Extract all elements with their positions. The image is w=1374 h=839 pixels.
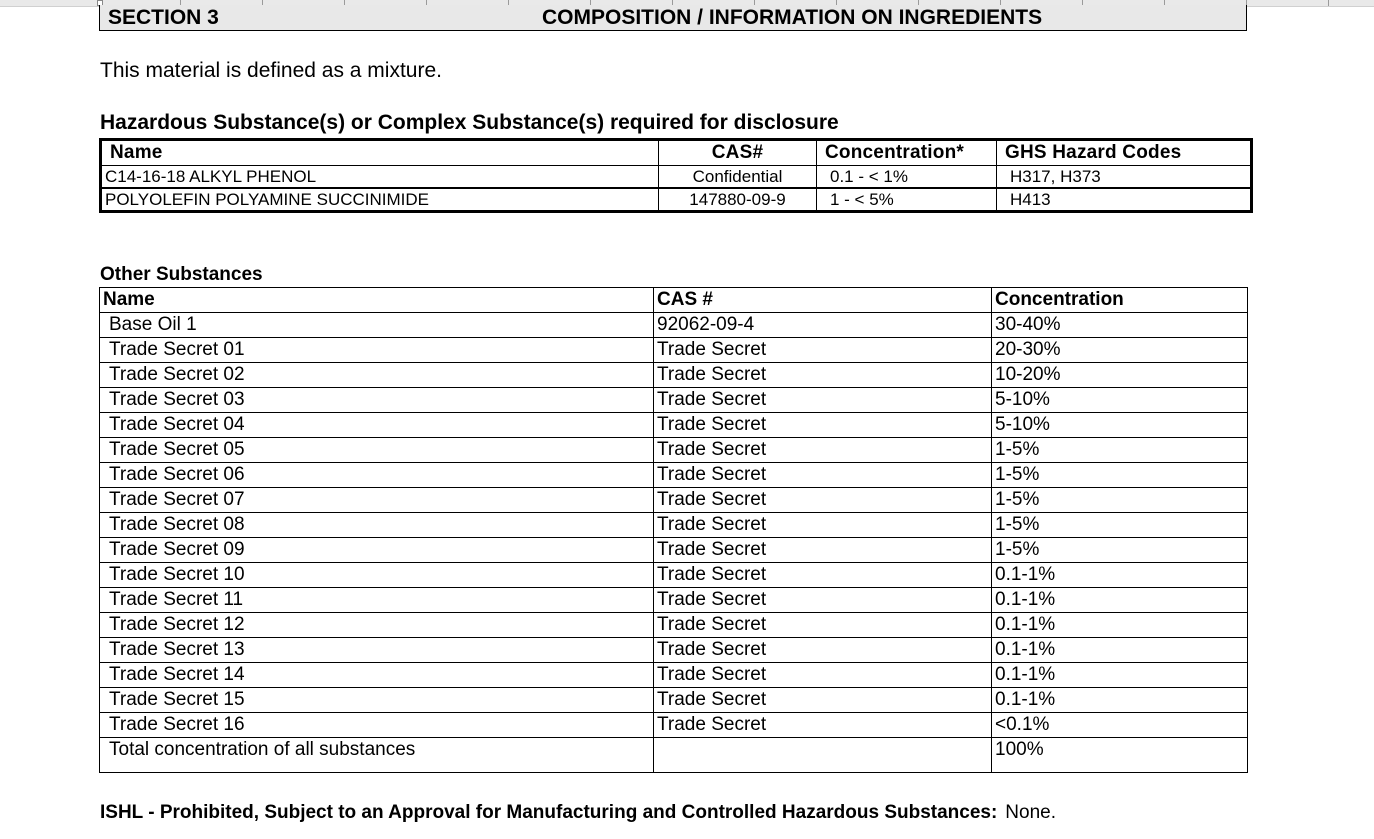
table-row bbox=[100, 338, 1248, 363]
cell-cas: Trade Secret bbox=[654, 338, 992, 363]
col-header-cas: CAS # bbox=[654, 288, 992, 313]
table-row bbox=[100, 613, 1248, 638]
cell-concentration: 5-10% bbox=[992, 413, 1248, 438]
cell-name: Trade Secret 03 bbox=[100, 388, 654, 413]
cell-concentration: 0.1-1% bbox=[992, 688, 1248, 713]
cell-concentration: 0.1-1% bbox=[992, 613, 1248, 638]
hazardous-header-row bbox=[101, 140, 1252, 166]
table-row bbox=[100, 663, 1248, 688]
table-row bbox=[100, 688, 1248, 713]
col-header-name: Name bbox=[101, 140, 659, 166]
cell-ghs: H413 bbox=[997, 188, 1252, 212]
cell-cas: Trade Secret bbox=[654, 538, 992, 563]
table-row bbox=[101, 188, 1252, 212]
cell-name: Trade Secret 13 bbox=[100, 638, 654, 663]
cell-name: Trade Secret 06 bbox=[100, 463, 654, 488]
cell-concentration: 0.1 - < 1% bbox=[817, 166, 997, 189]
cell-cas: 92062-09-4 bbox=[654, 313, 992, 338]
cell-concentration: 30-40% bbox=[992, 313, 1248, 338]
cell-cas: Trade Secret bbox=[654, 413, 992, 438]
cell-concentration: 0.1-1% bbox=[992, 588, 1248, 613]
cell-cas: Trade Secret bbox=[654, 588, 992, 613]
table-row bbox=[100, 363, 1248, 388]
cell-concentration: 20-30% bbox=[992, 338, 1248, 363]
cell-cas: Trade Secret bbox=[654, 488, 992, 513]
col-header-cas: CAS# bbox=[659, 140, 817, 166]
table-row bbox=[100, 413, 1248, 438]
cell-concentration: <0.1% bbox=[992, 713, 1248, 738]
cell-name: Trade Secret 14 bbox=[100, 663, 654, 688]
cell-cas: Trade Secret bbox=[654, 663, 992, 688]
section-title: COMPOSITION / INFORMATION ON INGREDIENTS bbox=[542, 6, 1043, 29]
cell-name: Trade Secret 01 bbox=[100, 338, 654, 363]
ruler-tick bbox=[1328, 0, 1329, 6]
total-row bbox=[100, 738, 1248, 773]
table-row bbox=[100, 513, 1248, 538]
cell-concentration: 1-5% bbox=[992, 438, 1248, 463]
cell-name: Base Oil 1 bbox=[100, 313, 654, 338]
cell-cas: Trade Secret bbox=[654, 438, 992, 463]
other-table-body bbox=[100, 313, 1248, 773]
cell-concentration: 1-5% bbox=[992, 463, 1248, 488]
cell-concentration: 1-5% bbox=[992, 488, 1248, 513]
cell-concentration: 1-5% bbox=[992, 513, 1248, 538]
table-row bbox=[100, 538, 1248, 563]
section-header bbox=[99, 5, 1247, 31]
cell-concentration: 0.1-1% bbox=[992, 638, 1248, 663]
cell-name: Trade Secret 04 bbox=[100, 413, 654, 438]
ishl-label: ISHL - Prohibited, Subject to an Approval for Manufacturing and Controlled Hazardous Substances: bbox=[100, 802, 998, 823]
cell-cas: Trade Secret bbox=[654, 463, 992, 488]
table-row bbox=[101, 166, 1252, 189]
cell-name: POLYOLEFIN POLYAMINE SUCCINIMIDE bbox=[101, 188, 659, 212]
table-row bbox=[100, 638, 1248, 663]
col-header-ghs: GHS Hazard Codes bbox=[997, 140, 1252, 166]
cell-cas: Trade Secret bbox=[654, 563, 992, 588]
cell-cas: Trade Secret bbox=[654, 388, 992, 413]
ishl-value: None. bbox=[1005, 802, 1056, 823]
other-substances-heading: Other Substances bbox=[100, 264, 263, 285]
cell-cas bbox=[654, 738, 992, 773]
cell-name: Trade Secret 11 bbox=[100, 588, 654, 613]
cell-concentration: 1 - < 5% bbox=[817, 188, 997, 212]
cell-cas: Trade Secret bbox=[654, 613, 992, 638]
cell-ghs: H317, H373 bbox=[997, 166, 1252, 189]
cell-cas: Trade Secret bbox=[654, 688, 992, 713]
cell-concentration: 0.1-1% bbox=[992, 663, 1248, 688]
table-row bbox=[100, 313, 1248, 338]
cell-name: C14-16-18 ALKYL PHENOL bbox=[101, 166, 659, 189]
cell-cas: Trade Secret bbox=[654, 363, 992, 388]
cell-name: Trade Secret 16 bbox=[100, 713, 654, 738]
col-header-concentration: Concentration bbox=[992, 288, 1248, 313]
other-header-row bbox=[100, 288, 1248, 313]
cell-concentration: 10-20% bbox=[992, 363, 1248, 388]
intro-text: This material is defined as a mixture. bbox=[100, 59, 442, 82]
table-row bbox=[100, 563, 1248, 588]
cell-cas: 147880-09-9 bbox=[659, 188, 817, 212]
cell-concentration: 1-5% bbox=[992, 538, 1248, 563]
table-row bbox=[100, 713, 1248, 738]
table-row bbox=[100, 488, 1248, 513]
section-number: SECTION 3 bbox=[108, 6, 219, 29]
cell-name: Trade Secret 10 bbox=[100, 563, 654, 588]
hazardous-table bbox=[99, 138, 1253, 213]
cell-concentration: 5-10% bbox=[992, 388, 1248, 413]
cell-cas: Trade Secret bbox=[654, 638, 992, 663]
cell-name: Trade Secret 09 bbox=[100, 538, 654, 563]
table-row bbox=[100, 463, 1248, 488]
cell-cas: Trade Secret bbox=[654, 713, 992, 738]
cell-name: Trade Secret 15 bbox=[100, 688, 654, 713]
col-header-concentration: Concentration* bbox=[817, 140, 997, 166]
table-row bbox=[100, 388, 1248, 413]
cell-cas: Confidential bbox=[659, 166, 817, 189]
cell-name: Trade Secret 07 bbox=[100, 488, 654, 513]
cell-name: Trade Secret 08 bbox=[100, 513, 654, 538]
ishl-statement bbox=[100, 802, 1056, 824]
cell-name: Trade Secret 05 bbox=[100, 438, 654, 463]
cell-name: Trade Secret 02 bbox=[100, 363, 654, 388]
table-row bbox=[100, 438, 1248, 463]
cell-concentration: 100% bbox=[992, 738, 1248, 773]
hazardous-heading: Hazardous Substance(s) or Complex Substance(s) required for disclosure bbox=[100, 111, 839, 134]
cell-concentration: 0.1-1% bbox=[992, 563, 1248, 588]
col-header-name: Name bbox=[100, 288, 654, 313]
cell-name: Total concentration of all substances bbox=[100, 738, 654, 773]
other-substances-table bbox=[99, 287, 1248, 773]
cell-name: Trade Secret 12 bbox=[100, 613, 654, 638]
cell-cas: Trade Secret bbox=[654, 513, 992, 538]
table-row bbox=[100, 588, 1248, 613]
